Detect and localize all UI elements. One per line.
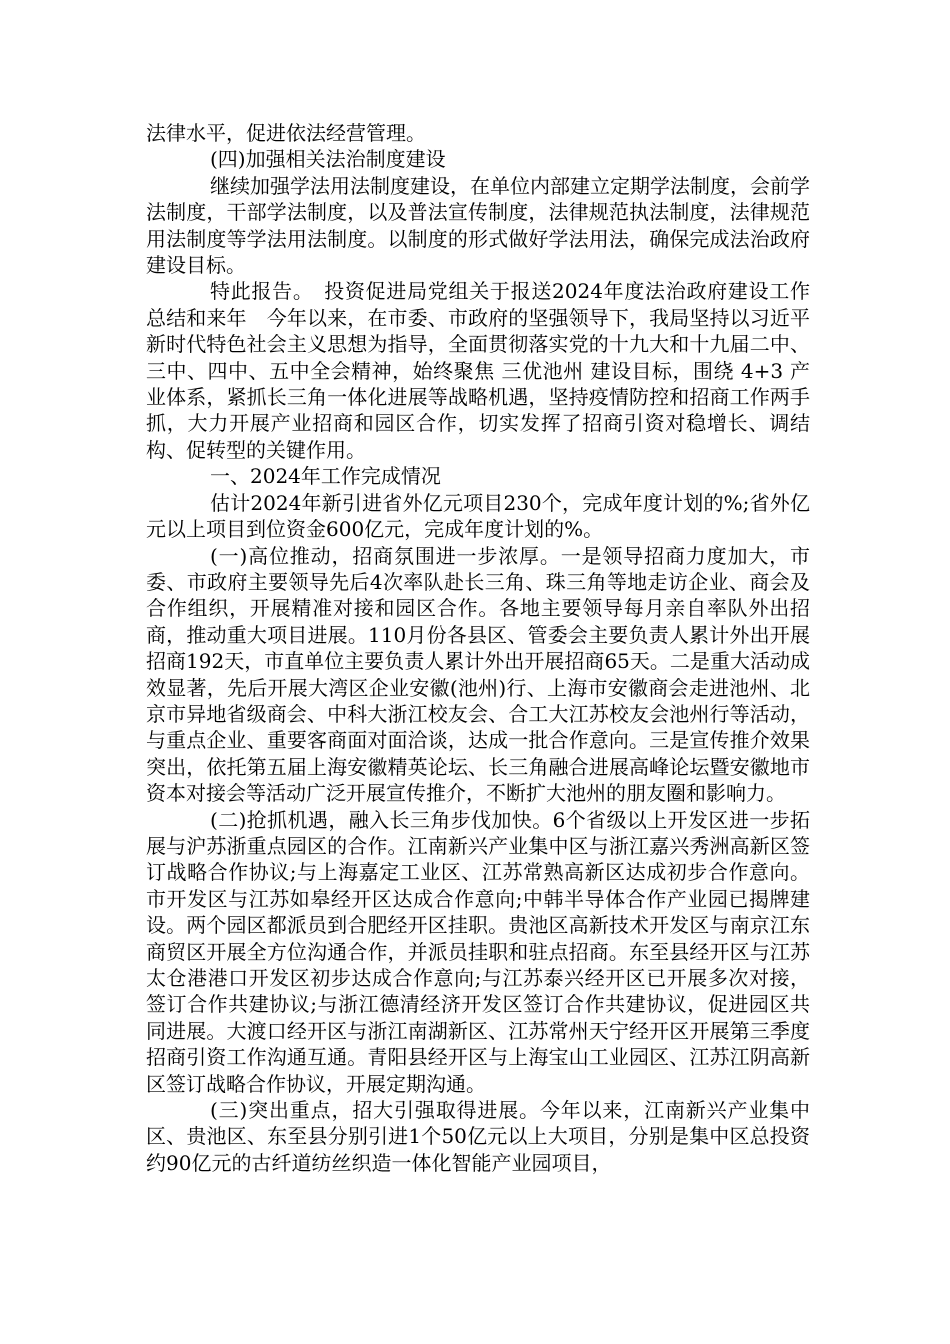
section-heading: (四)加强相关法治制度建设: [210, 147, 446, 172]
paragraph: (一)高位推动，招商氛围进一步浓厚。一是领导招商力度加大，市委、市政府主要领导先后4次率队赴长三角、珠三角等地走访企业、商会及合作组织，开展精准对接和园区合作。各地主要领导每月亲自率队外出招商，推动重大项目进展。110月份各县区、管委会主要负责人累计外出开展招商192天，市直单位主要负责人累计外出开展招商65天。二是重大活动成效显著，先后开展大湾区企业安徽(池州)行、上海市安徽商会走进池州、北京市异地省级商会、中科大浙江校友会、合工大江苏校友会池州行等活动，与重点企业、重要客商面对面洽谈，达成一批合作意向。三是宣传推介效果突出，依托第五届上海安徽精英论坛、长三角融合进展高峰论坛暨安徽地市资本对接会等活动广泛开展宣传推介，不断扩大池州的朋友圈和影响力。: [146, 543, 810, 806]
paragraph: (二)抢抓机遇，融入长三角步伐加快。6个省级以上开发区进一步拓展与沪苏浙重点园区的合作。江南新兴产业集中区与浙江嘉兴秀洲高新区签订战略合作协议;与上海嘉定工业区、江苏常熟高新区达成初步合作意向。市开发区与江苏如皋经开区达成合作意向;中韩半导体合作产业园已揭牌建设。两个园区都派员到合肥经开区挂职。贵池区高新技术开发区与南京江东商贸区开展全方位沟通合作，并派员挂职和驻点招商。东至县经开区与江苏太仓港港口开发区初步达成合作意向;与江苏泰兴经开区已开展多次对接，签订合作共建协议;与浙江德清经济开发区签订合作共建协议，促进园区共同进展。大渡口经开区与浙江南湖新区、江苏常州天宁经开区开展第三季度招商引资工作沟通互通。青阳县经开区与上海宝山工业园区、江苏江阴高新区签订战略合作协议，开展定期沟通。: [146, 807, 810, 1096]
paragraph: 法律水平，促进依法经营管理。: [146, 121, 426, 145]
document-page: [146, 120, 810, 1176]
paragraph: 估计2024年新引进省外亿元项目230个，完成年度计划的%;省外亿元以上项目到位资金600亿元，完成年度计划的%。: [146, 490, 810, 542]
section-heading: 一、2024年工作完成情况: [210, 464, 441, 489]
paragraph: 继续加强学法用法制度建设，在单位内部建立定期学法制度，会前学法制度，干部学法制度，以及普法宣传制度，法律规范执法制度，法律规范用法制度等学法用法制度。以制度的形式做好学法用法，确保完成法治政府建设目标。: [146, 173, 810, 278]
paragraph: (三)突出重点，招大引强取得进展。今年以来，江南新兴产业集中区、贵池区、东至县分别引进1个50亿元以上大项目，分别是集中区总投资约90亿元的古纤道纺丝织造一体化智能产业园项目，: [146, 1098, 810, 1175]
paragraph: 特此报告。 投资促进局党组关于报送2024年度法治政府建设工作总结和来年 今年以来，在市委、市政府的坚强领导下，我局坚持以习近平新时代特色社会主义思想为指导，全面贯彻落实党的十九大和十九届二中、三中、四中、五中全会精神，始终聚焦 三优池州 建设目标，围绕 4+3 产业体系，紧抓长三角一体化进展等战略机遇，坚持疫情防控和招商工作两手抓，大力开展产业招商和园区合作，切实发挥了招商引资对稳增长、调结构、促转型的关键作用。: [146, 279, 810, 462]
